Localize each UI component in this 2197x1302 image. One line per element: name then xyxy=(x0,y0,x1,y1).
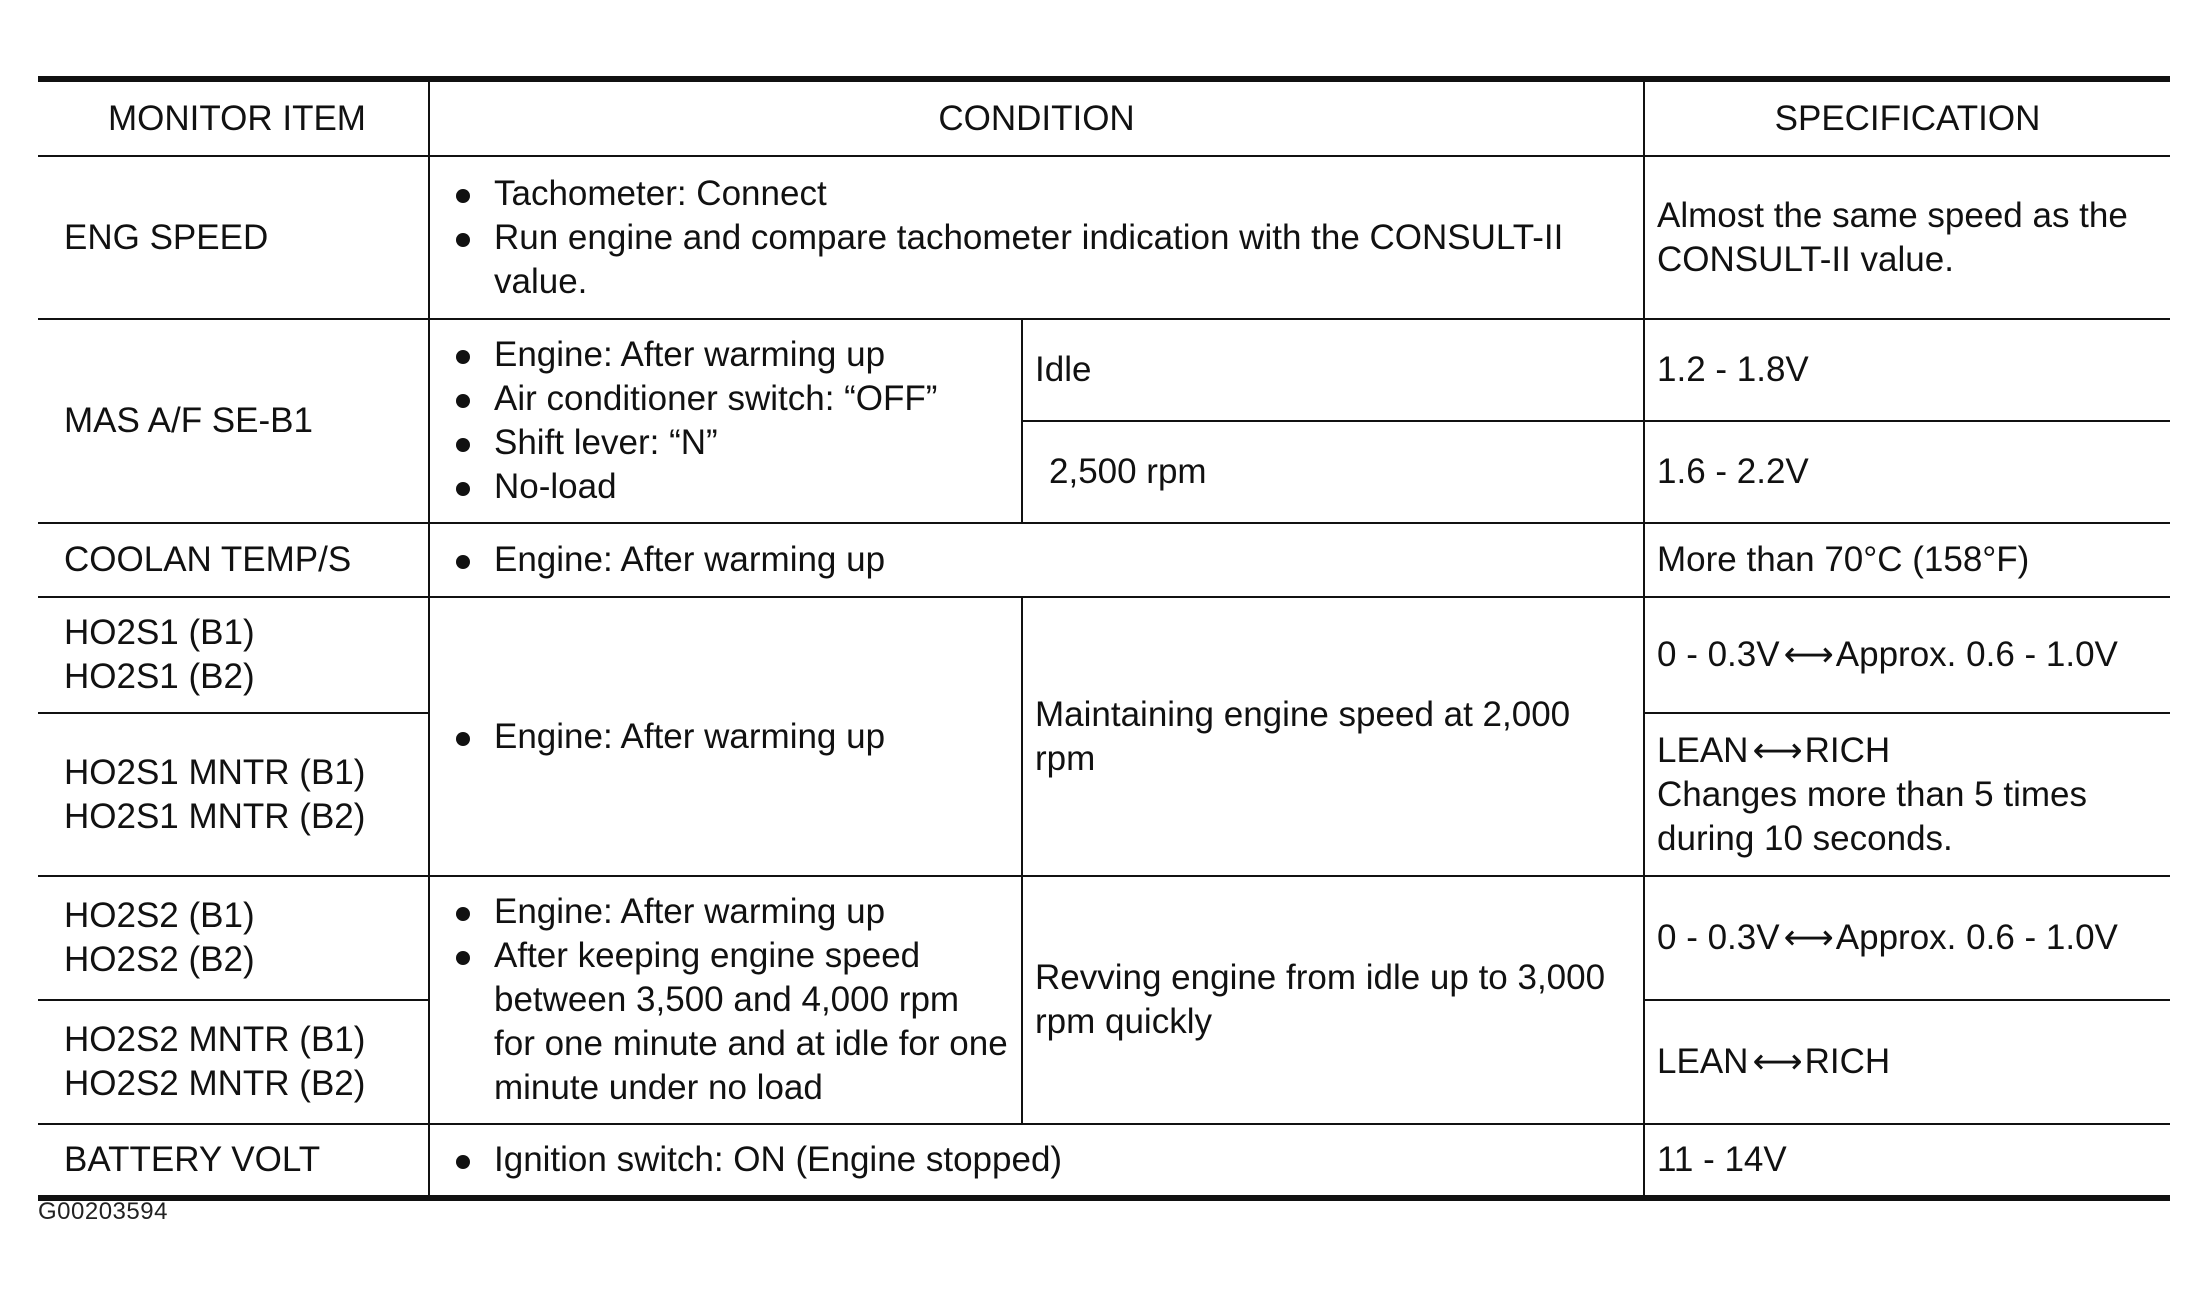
condition-coolan xyxy=(429,523,1644,597)
condition-bullet: After keeping engine speed between 3,500 and 4,000 rpm for one minute and at idle for one minute under no load xyxy=(442,934,1009,1110)
condition-mas xyxy=(429,319,1022,523)
spec-battery: 11 - 14V xyxy=(1644,1124,2170,1198)
spec-ho2s1 xyxy=(1644,597,2170,713)
double-arrow-icon: ⟷ xyxy=(1752,1042,1801,1081)
spec-ho2s2 xyxy=(1644,876,2170,1000)
table-row-eng-speed xyxy=(38,156,2170,319)
table-row-mas-idle xyxy=(38,319,2170,421)
condition-ho2s2 xyxy=(429,876,1022,1124)
condition-ho2s1 xyxy=(429,597,1022,876)
item-ho2s1: HO2S1 (B1) HO2S1 (B2) xyxy=(38,597,429,713)
spec-ho2s2-mntr xyxy=(1644,1000,2170,1124)
spec-mas-2500: 1.6 - 2.2V xyxy=(1644,421,2170,523)
table-row-ho2s2 xyxy=(38,876,2170,1000)
item-battery: BATTERY VOLT xyxy=(38,1124,429,1198)
double-arrow-icon: ⟷ xyxy=(1783,918,1832,957)
header-row xyxy=(38,79,2170,156)
subcondition-mas-2500: 2,500 rpm xyxy=(1022,421,1644,523)
table-row-ho2s1 xyxy=(38,597,2170,713)
monitor-spec-table-container xyxy=(38,76,2170,1201)
condition-battery xyxy=(429,1124,1644,1198)
item-ho2s1-mntr: HO2S1 MNTR (B1) HO2S1 MNTR (B2) xyxy=(38,713,429,876)
condition-list xyxy=(442,333,1009,509)
header-monitor-item: MONITOR ITEM xyxy=(38,79,429,156)
condition-bullet: Air conditioner switch: “OFF” xyxy=(442,377,1009,421)
subcondition-ho2s2: Revving engine from idle up to 3,000 rpm quickly xyxy=(1022,876,1644,1124)
double-arrow-icon: ⟷ xyxy=(1752,730,1801,770)
condition-list xyxy=(442,172,1631,304)
double-arrow-icon: ⟷ xyxy=(1783,635,1832,674)
condition-bullet: Engine: After warming up xyxy=(442,715,1009,759)
item-ho2s2-mntr: HO2S2 MNTR (B1) HO2S2 MNTR (B2) xyxy=(38,1000,429,1124)
condition-list xyxy=(442,1138,1631,1182)
condition-eng-speed xyxy=(429,156,1644,319)
condition-bullet: Tachometer: Connect xyxy=(442,172,1631,216)
condition-bullet: Engine: After warming up xyxy=(442,538,1631,582)
subcondition-mas-idle: Idle xyxy=(1022,319,1644,421)
condition-list xyxy=(442,890,1009,1110)
spec-ho2s1-mntr xyxy=(1644,713,2170,876)
condition-bullet: Ignition switch: ON (Engine stopped) xyxy=(442,1138,1631,1182)
spec-low-value: 0 - 0.3V xyxy=(1657,635,1780,674)
figure-id: G00203594 xyxy=(38,1198,168,1225)
condition-bullet: Engine: After warming up xyxy=(442,333,1009,377)
header-condition: CONDITION xyxy=(429,79,1644,156)
spec-low-value: 0 - 0.3V xyxy=(1657,918,1780,957)
condition-bullet: Shift lever: “N” xyxy=(442,421,1009,465)
spec-eng-speed: Almost the same speed as the CONSULT-II value. xyxy=(1644,156,2170,319)
condition-bullet: No-load xyxy=(442,465,1009,509)
spec-rich: RICH xyxy=(1804,730,1891,770)
table-row-battery xyxy=(38,1124,2170,1198)
spec-lean: LEAN xyxy=(1657,730,1749,770)
spec-note: Changes more than 5 times during 10 seconds. xyxy=(1657,774,2087,858)
condition-bullet: Engine: After warming up xyxy=(442,890,1009,934)
item-mas: MAS A/F SE-B1 xyxy=(38,319,429,523)
spec-lean: LEAN xyxy=(1657,1042,1749,1081)
spec-high-value: Approx. 0.6 - 1.0V xyxy=(1835,918,2118,957)
item-coolan: COOLAN TEMP/S xyxy=(38,523,429,597)
condition-bullet: Run engine and compare tachometer indication with the CONSULT-II value. xyxy=(442,216,1631,304)
condition-list xyxy=(442,538,1631,582)
spec-rich: RICH xyxy=(1804,1042,1891,1081)
spec-coolan: More than 70°C (158°F) xyxy=(1644,523,2170,597)
header-specification: SPECIFICATION xyxy=(1644,79,2170,156)
spec-high-value: Approx. 0.6 - 1.0V xyxy=(1835,635,2118,674)
condition-list xyxy=(442,715,1009,759)
subcondition-ho2s1: Maintaining engine speed at 2,000 rpm xyxy=(1022,597,1644,876)
monitor-spec-table xyxy=(38,76,2170,1201)
table-row-coolan xyxy=(38,523,2170,597)
spec-mas-idle: 1.2 - 1.8V xyxy=(1644,319,2170,421)
item-eng-speed: ENG SPEED xyxy=(38,156,429,319)
item-ho2s2: HO2S2 (B1) HO2S2 (B2) xyxy=(38,876,429,1000)
